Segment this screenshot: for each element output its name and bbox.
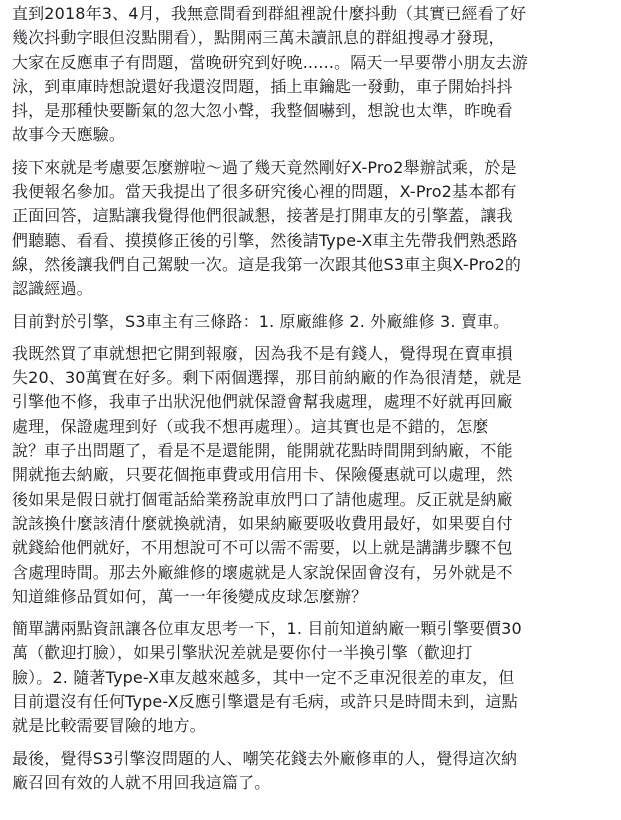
text-line: 目前還沒有任何Type-X反應引擎還是有毛病，或許只是時間未到，這點: [12, 692, 518, 712]
text-line: 我既然買了車就想把它開到報廢，因為我不是有錢人，覺得現在賣車損: [12, 343, 513, 363]
text-line: 處理，保證處理到好（或我不想再處理）。這其實也是不錯的，怎麼: [12, 416, 489, 436]
paragraph-2: [12, 156, 611, 302]
text-line: 就是比較需要冒險的地方。: [12, 716, 206, 736]
text-line: 說該換什麼該清什麼就換就清，如果納廠要吸收費用最好，如果要自付: [12, 513, 513, 533]
text-line: 泳，到車庫時想說還好我還沒問題，插上車鑰匙一發動，車子開始抖抖: [12, 76, 513, 96]
text-line: 就錢給他們就好，不用想說可不可以需不需要，以上就是講講步驟不包: [12, 538, 513, 558]
text-line: 說？車子出問題了，看是不是還能開，能開就花點時間開到納廠，不能: [12, 441, 513, 461]
text-line: 抖，是那種快要斷氣的忽大忽小聲，我整個嚇到，想說也太準，昨晚看: [12, 101, 513, 121]
text-line: 廠召回有效的人就不用回我這篇了。: [12, 772, 271, 792]
paragraph-3: [12, 310, 611, 334]
text-line: 大家在反應車子有問題，當晚研究到好晚......。隔天一早要帶小朋友去游: [12, 52, 528, 72]
text-line: 簡單講兩點資訊讓各位車友思考一下，1. 目前知道納廠一顆引擎要價30: [12, 619, 522, 639]
paragraph-5: [12, 617, 611, 738]
text-line: 萬（歡迎打臉），如果引擎狀況差就是要你付一半換引擎（歡迎打: [12, 643, 473, 663]
text-line: 後如果是假日就打個電話給業務說車放門口了請他處理。反正就是納廠: [12, 489, 513, 509]
text-line: 認識經過。: [12, 279, 93, 299]
text-line: 們聽聽、看看、摸摸修正後的引擎，然後請Type-X車主先帶我們熟悉路: [12, 230, 518, 250]
text-line: 臉）。2. 隨著Type-X車友越來越多，其中一定不乏車況很差的車友，但: [12, 667, 515, 687]
text-line: 失20、30萬實在好多。剩下兩個選擇，那目前納廠的作為很清楚，就是: [12, 368, 522, 388]
text-line: 直到2018年3、4月，我無意間看到群組裡說什麼抖動（其實已經看了好: [12, 4, 527, 23]
text-line: 幾次抖動字眼但沒點開看），點開兩三萬未讀訊息的群組搜尋才發現，: [12, 28, 505, 48]
paragraph-4: [12, 342, 611, 609]
text-line: 最後，覺得S3引擎沒問題的人、嘲笑花錢去外廠修車的人，覺得這次納: [12, 748, 518, 768]
text-line: 含處理時間。那去外廠維修的壞處就是人家說保固會沒有，另外就是不: [12, 562, 513, 582]
paragraph-6: [12, 747, 611, 796]
text-line: 正面回答，這點讓我覺得他們很誠懇，接著是打開車友的引擎蓋，讓我: [12, 206, 513, 226]
text-line: 開就拖去納廠，只要花個拖車費或用信用卡、保險優惠就可以處理，然: [12, 465, 513, 485]
text-line: 我便報名參加。當天我提出了很多研究後心裡的問題，X-Pro2基本都有: [12, 182, 517, 202]
text-line: 線，然後讓我們自己駕駛一次。這是我第一次跟其他S3車主與X-Pro2的: [12, 254, 522, 274]
text-line: 目前對於引擎，S3車主有三條路：1. 原廠維修 2. 外廠維修 3. 賣車。: [12, 311, 510, 331]
text-line: 知道維修品質如何，萬一一年後變成皮球怎麼辦？: [12, 586, 368, 606]
text-line: 故事今天應驗。: [12, 125, 126, 145]
text-line: 引擎他不修，我車子出狀況他們就保證會幫我處理，處理不好就再回廠: [12, 392, 513, 412]
paragraph-1: [12, 2, 611, 148]
text-line: 接下來就是考慮要怎麼辦啦～過了幾天竟然剛好X-Pro2舉辦試乘，於是: [12, 157, 517, 177]
